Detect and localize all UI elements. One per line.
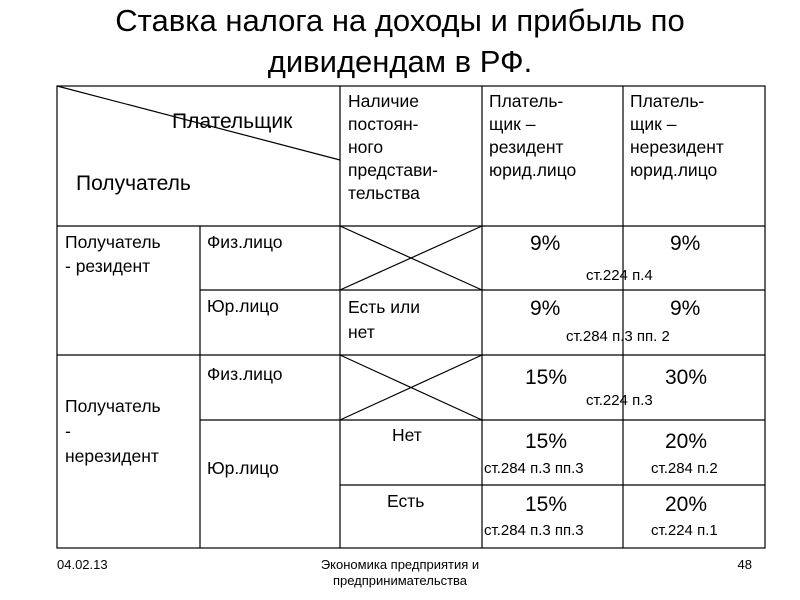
group-nonresident-3: нерезидент bbox=[65, 446, 159, 466]
subtype-res-legal: Юр.лицо bbox=[207, 296, 279, 316]
header-nonresident-legal-1: Платель- bbox=[630, 91, 705, 111]
corner-payer-label: Плательщик bbox=[172, 110, 293, 133]
header-nonresident-legal-3: нерезидент bbox=[630, 137, 724, 157]
corner-recipient-label: Получатель bbox=[76, 172, 191, 195]
header-resident-legal-1: Платель- bbox=[489, 91, 564, 111]
ref-res-legal: ст.284 п.3 пп. 2 bbox=[566, 328, 670, 345]
subtype-res-individual: Физ.лицо bbox=[207, 232, 283, 252]
subtype-nonres-individual: Физ.лицо bbox=[207, 364, 283, 384]
ref-nonres-legal-yes-nonresident: ст.224 п.1 bbox=[651, 522, 718, 539]
rate-nonres-individual-resident: 15% bbox=[525, 366, 568, 389]
header-representation-4: представи- bbox=[348, 160, 438, 180]
footer-subject-line-1: Экономика предприятия и bbox=[320, 557, 480, 572]
representation-either-2: нет bbox=[348, 322, 375, 342]
group-nonresident-1: Получатель bbox=[65, 396, 161, 416]
ref-nonres-legal-no-resident: ст.284 п.3 пп.3 bbox=[484, 460, 584, 477]
slide-title-line-1: Ставка налога на доходы и прибыль по bbox=[115, 3, 685, 38]
group-resident-2: - резидент bbox=[65, 256, 151, 276]
representation-no: Нет bbox=[392, 425, 422, 445]
representation-yes: Есть bbox=[387, 491, 425, 511]
ref-nonres-individual: ст.224 п.3 bbox=[586, 392, 653, 409]
rate-res-legal-nonresident: 9% bbox=[670, 297, 701, 320]
header-representation-2: постоян- bbox=[348, 114, 419, 134]
rate-nonres-individual-nonresident: 30% bbox=[665, 366, 708, 389]
representation-either-1: Есть или bbox=[348, 297, 420, 317]
subtype-nonres-legal: Юр.лицо bbox=[207, 458, 279, 478]
rate-res-individual-nonresident: 9% bbox=[670, 232, 701, 255]
ref-nonres-legal-no-nonresident: ст.284 п.2 bbox=[651, 460, 718, 477]
header-resident-legal-4: юрид.лицо bbox=[489, 160, 577, 180]
rate-res-legal-resident: 9% bbox=[530, 297, 561, 320]
rate-nonres-legal-yes-resident: 15% bbox=[525, 493, 568, 516]
ref-nonres-legal-yes-resident: ст.284 п.3 пп.3 bbox=[484, 522, 584, 539]
rate-res-individual-resident: 9% bbox=[530, 232, 561, 255]
rate-nonres-legal-yes-nonresident: 20% bbox=[665, 493, 708, 516]
rate-nonres-legal-no-resident: 15% bbox=[525, 430, 568, 453]
footer-date: 04.02.13 bbox=[57, 557, 108, 572]
rate-nonres-legal-no-nonresident: 20% bbox=[665, 430, 708, 453]
group-resident-1: Получатель bbox=[65, 232, 161, 252]
footer-subject-line-2: предпринимательства bbox=[332, 573, 468, 588]
footer-subject bbox=[250, 557, 550, 589]
header-representation-1: Наличие bbox=[348, 91, 419, 111]
header-resident-legal-3: резидент bbox=[489, 137, 564, 157]
ref-res-individual: ст.224 п.4 bbox=[586, 267, 653, 284]
header-nonresident-legal-2: щик – bbox=[630, 114, 677, 134]
header-nonresident-legal-4: юрид.лицо bbox=[630, 160, 718, 180]
footer-page-number: 48 bbox=[737, 557, 752, 572]
group-nonresident-2: - bbox=[65, 421, 71, 441]
header-representation-5: тельства bbox=[348, 183, 420, 203]
header-resident-legal-2: щик – bbox=[489, 114, 536, 134]
header-representation-3: ного bbox=[348, 137, 384, 157]
slide-title-line-2: дивидендам в РФ. bbox=[267, 44, 533, 79]
